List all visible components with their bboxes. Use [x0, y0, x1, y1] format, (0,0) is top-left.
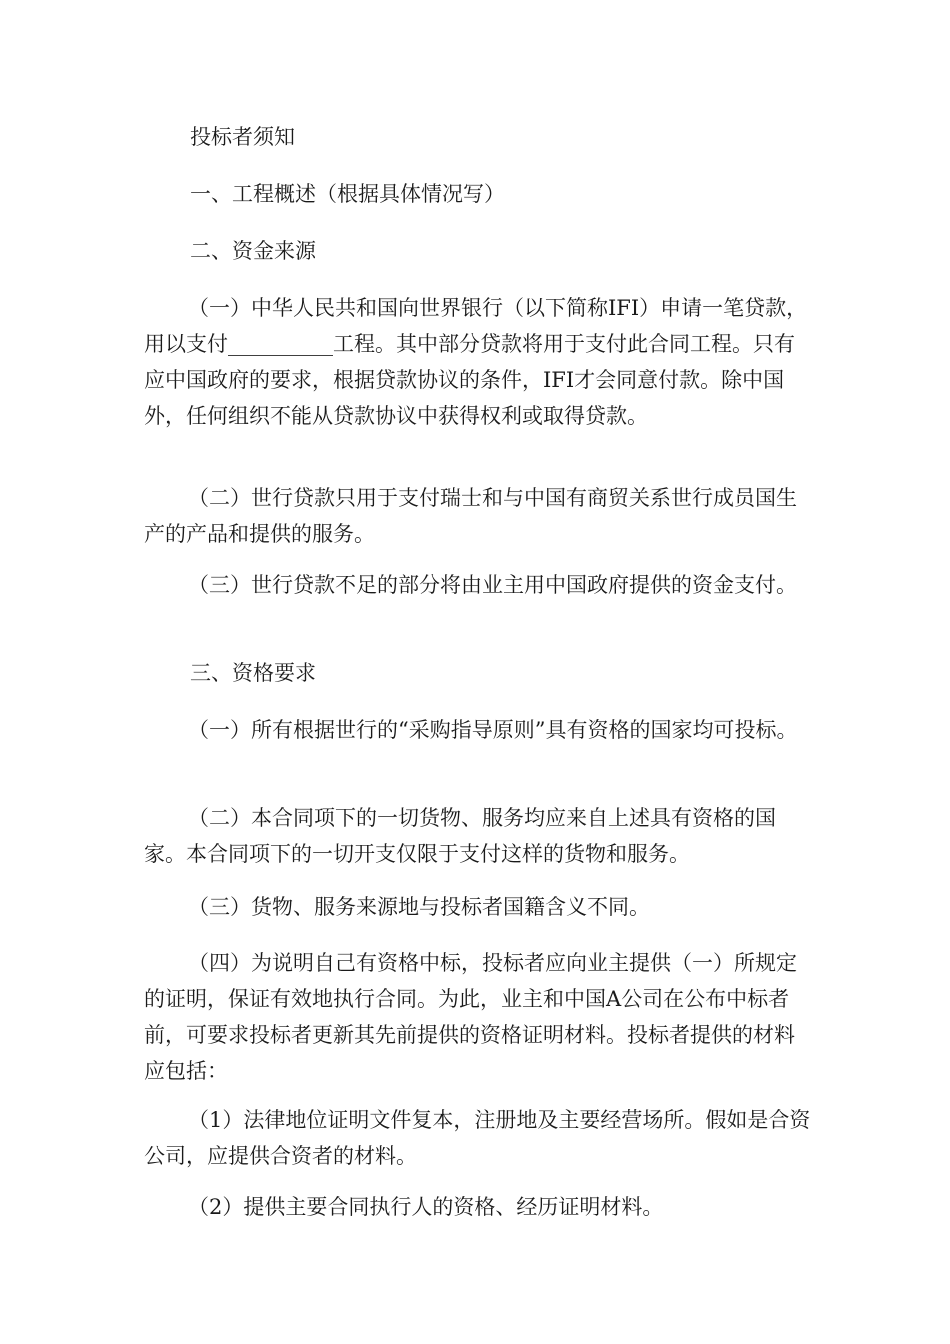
paragraph-eligibility-1: （一）所有根据世行的“采购指导原则”具有资格的国家均可投标。	[188, 718, 798, 742]
document-title: 投标者须知	[190, 125, 295, 149]
paragraph-eligibility-2: （二）本合同项下的一切货物、服务均应来自上述具有资格的国家。本合同项下的一切开支仅限于支付这样的货物和服务。	[144, 806, 776, 866]
paragraph-eligibility-item-2: （2）提供主要合同执行人的资格、经历证明材料。	[188, 1195, 664, 1219]
paragraph-eligibility-3: （三）货物、服务来源地与投标者国籍含义不同。	[188, 895, 650, 919]
section-heading-funding: 二、资金来源	[190, 239, 316, 263]
paragraph-funding-2: （二）世行贷款只用于支付瑞士和与中国有商贸关系世行成员国生产的产品和提供的服务。	[144, 486, 797, 546]
paragraph-funding-1: （一）中华人民共和国向世界银行（以下简称IFI）申请一笔贷款，用以支付__________工程。其中部分贷款将用于支付此合同工程。只有应中国政府的要求，根据贷款协议的条件，IFI才会同意付款。除中国外，任何组织不能从贷款协议中获得权利或取得贷款。	[144, 296, 808, 428]
paragraph-eligibility-4: （四）为说明自己有资格中标，投标者应向业主提供（一）所规定的证明，保证有效地执行合同。为此，业主和中国A公司在公布中标者前，可要求投标者更新其先前提供的资格证明材料。投标者提供的材料应包括：	[144, 951, 797, 1083]
section-heading-eligibility: 三、资格要求	[190, 661, 316, 685]
paragraph-eligibility-item-1: （1）法律地位证明文件复本，注册地及主要经营场所。假如是合资公司，应提供合资者的材料。	[144, 1108, 811, 1168]
paragraph-funding-3: （三）世行贷款不足的部分将由业主用中国政府提供的资金支付。	[188, 573, 797, 597]
section-heading-overview: 一、工程概述（根据具体情况写）	[190, 182, 505, 206]
